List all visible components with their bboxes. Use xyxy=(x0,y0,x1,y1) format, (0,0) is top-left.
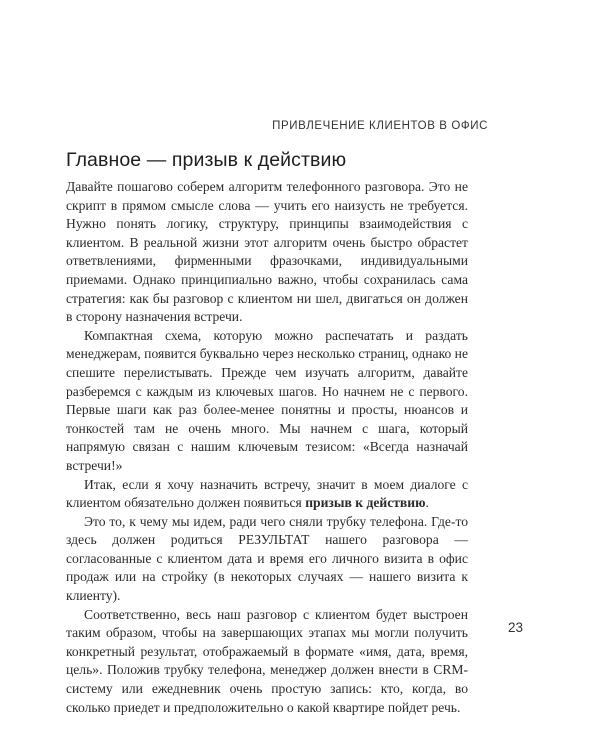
paragraph-1: Давайте пошагово соберем алгоритм телефонного разговора. Это не скрипт в прямом смысле слова — учить его наизусть не требуется. Нужно понять логику, структуру, принципы взаимодействия с клиентом. В реальной жизни этот алгоритм очень быстро обрастет ответвлениями, фирменными фразочками, индивидуальными приемами. Однако принципиально важно, чтобы сохранилась сама стратегия: как бы разговор с клиентом ни шел, двигаться он должен в сторону назначения встречи. xyxy=(66,179,468,325)
section-title: Главное — призыв к действию xyxy=(66,149,347,171)
paragraph-4: Это то, к чему мы идем, ради чего сняли трубку телефона. Где-то здесь должен родиться РЕЗУЛЬТАТ нашего разговора — согласованные с клиентом дата и время его личного визита в офис продаж или на стройку (в некоторых случаях — нашего визита к клиенту). xyxy=(66,513,468,604)
paragraph-3-text-after: . xyxy=(425,495,429,511)
paragraph-3 xyxy=(66,476,468,513)
paragraph-5: Соответственно, весь наш разговор с клиентом будет выстроен таким образом, чтобы на завершающих этапах мы могли получить конкретный результат, отображаемый в формате «имя, дата, время, цель». Положив трубку телефона, менеджер должен внести в CRM-систему или ежедневник очень простую запись: кто, когда, во сколько приедет и предположительно о какой квартире пойдет речь. xyxy=(66,606,468,715)
running-head: ПРИВЛЕЧЕНИЕ КЛИЕНТОВ В ОФИС xyxy=(272,120,488,132)
call-to-action-emphasis: призыв к действию xyxy=(305,495,426,511)
paragraph-2: Компактная схема, которую можно распечатать и раздать менеджерам, появится буквально через несколько страниц, однако не спешите перелистывать. Прежде чем изучать алгоритм, давайте разберемся с каждым из ключевых шагов. Но начнем не с первого. Первые шаги как раз более-менее понятны и просты, нюансов и тонкостей там не очень много. Мы начнем с шага, который напрямую связан с нашим ключевым тезисом: «Всегда назначай встречи!» xyxy=(66,327,468,473)
paragraph-3-text-before: Итак, если я хочу назначить встречу, значит в моем диалоге с клиентом обязательно должен появиться xyxy=(66,476,468,511)
page-number: 23 xyxy=(508,620,524,635)
body-text xyxy=(66,178,468,717)
